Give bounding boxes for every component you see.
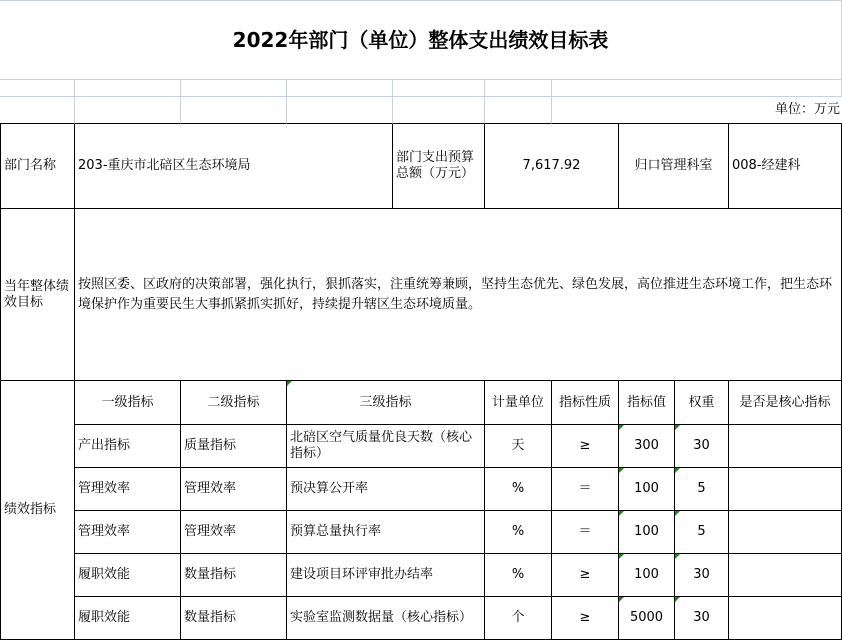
empty-cell[interactable] (0, 97, 75, 124)
budget-value[interactable]: 7,617.92 (485, 124, 619, 209)
empty-cell[interactable] (287, 80, 393, 97)
cell-unit[interactable]: % (485, 468, 552, 511)
header-value: 指标值 (619, 381, 675, 425)
cell-level1[interactable]: 履职效能 (75, 554, 181, 597)
cell-weight[interactable]: 30 (675, 597, 729, 640)
cell-level3[interactable]: 预算总量执行率 (287, 511, 485, 554)
goal-label: 当年整体绩效目标 (0, 209, 75, 381)
header-level3: 三级指标 (287, 381, 485, 425)
dept-name-label: 部门名称 (0, 124, 75, 209)
cell-level2[interactable]: 管理效率 (181, 468, 287, 511)
cell-unit[interactable]: 个 (485, 597, 552, 640)
cell-weight[interactable]: 30 (675, 425, 729, 468)
empty-cell[interactable] (393, 97, 485, 124)
cell-nature[interactable]: ＝ (552, 468, 619, 511)
cell-value[interactable]: 100 (619, 554, 675, 597)
budget-label: 部门支出预算总额（万元） (393, 124, 485, 209)
empty-cell[interactable] (181, 97, 287, 124)
cell-nature[interactable]: ≥ (552, 425, 619, 468)
header-is-core: 是否是核心指标 (729, 381, 842, 425)
cell-level2[interactable]: 数量指标 (181, 597, 287, 640)
header-weight: 权重 (675, 381, 729, 425)
cell-is-core[interactable] (729, 597, 842, 640)
cell-unit[interactable]: % (485, 554, 552, 597)
empty-cell[interactable] (393, 80, 485, 97)
dept-name-value[interactable]: 203-重庆市北碚区生态环境局 (75, 124, 393, 209)
cell-level1[interactable]: 产出指标 (75, 425, 181, 468)
cell-weight[interactable]: 5 (675, 468, 729, 511)
header-level1: 一级指标 (75, 381, 181, 425)
empty-cell[interactable] (287, 97, 393, 124)
empty-cell[interactable] (0, 80, 75, 97)
empty-cell[interactable] (485, 80, 552, 97)
cell-level3[interactable]: 建设项目环评审批办结率 (287, 554, 485, 597)
cell-level2[interactable]: 管理效率 (181, 511, 287, 554)
cell-is-core[interactable] (729, 511, 842, 554)
cell-level3[interactable]: 预决算公开率 (287, 468, 485, 511)
cell-nature[interactable]: ≥ (552, 597, 619, 640)
cell-unit[interactable]: % (485, 511, 552, 554)
cell-value[interactable]: 100 (619, 468, 675, 511)
cell-value[interactable]: 5000 (619, 597, 675, 640)
sheet-title: 2022年部门（单位）整体支出绩效目标表 (0, 0, 842, 80)
unit-label: 单位：万元 (552, 97, 842, 124)
cell-unit[interactable]: 天 (485, 425, 552, 468)
header-unit: 计量单位 (485, 381, 552, 425)
cell-level1[interactable]: 履职效能 (75, 597, 181, 640)
header-level2: 二级指标 (181, 381, 287, 425)
cell-level3[interactable]: 北碚区空气质量优良天数（核心指标） (287, 425, 485, 468)
empty-cell[interactable] (75, 97, 181, 124)
cell-value[interactable]: 100 (619, 511, 675, 554)
cell-weight[interactable]: 5 (675, 511, 729, 554)
cell-value[interactable]: 300 (619, 425, 675, 468)
cell-weight[interactable]: 30 (675, 554, 729, 597)
cell-nature[interactable]: ＝ (552, 511, 619, 554)
cell-is-core[interactable] (729, 425, 842, 468)
indicators-label: 绩效指标 (0, 381, 75, 640)
office-label: 归口管理科室 (619, 124, 729, 209)
empty-cell[interactable] (181, 80, 287, 97)
empty-cell[interactable] (485, 97, 552, 124)
goal-text[interactable]: 按照区委、区政府的决策部署，强化执行，狠抓落实，注重统筹兼顾，坚持生态优先、绿色发展，高位推进生态环境工作，把生态环境保护作为重要民生大事抓紧抓实抓好，持续提升辖区生态环境质量。 (75, 209, 842, 381)
cell-nature[interactable]: ≥ (552, 554, 619, 597)
cell-level2[interactable]: 数量指标 (181, 554, 287, 597)
cell-level1[interactable]: 管理效率 (75, 468, 181, 511)
empty-cell[interactable] (75, 80, 181, 97)
cell-level2[interactable]: 质量指标 (181, 425, 287, 468)
cell-level3[interactable]: 实验室监测数据量（核心指标） (287, 597, 485, 640)
cell-is-core[interactable] (729, 554, 842, 597)
office-value[interactable]: 008-经建科 (729, 124, 842, 209)
empty-cell[interactable] (552, 80, 842, 97)
cell-is-core[interactable] (729, 468, 842, 511)
cell-level1[interactable]: 管理效率 (75, 511, 181, 554)
header-nature: 指标性质 (552, 381, 619, 425)
